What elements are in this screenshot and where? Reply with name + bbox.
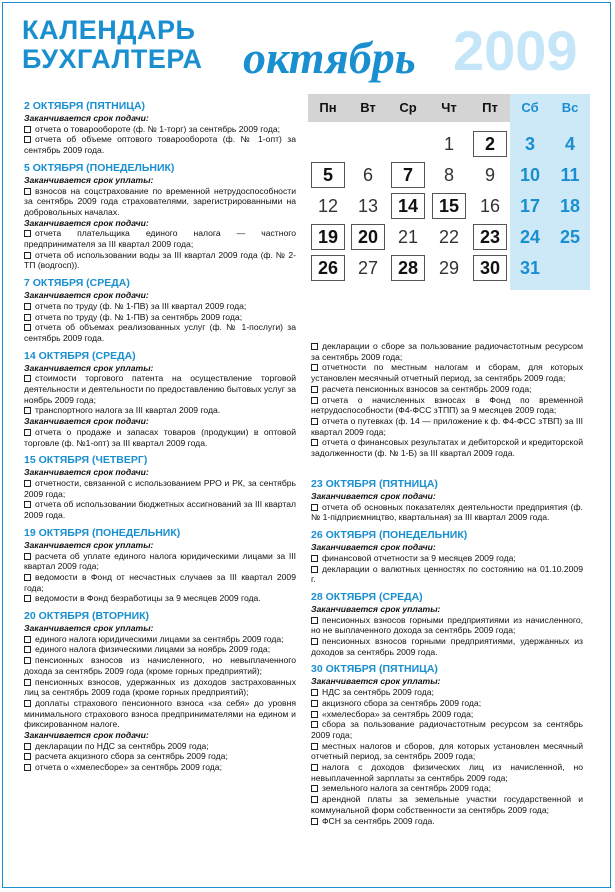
checkbox-icon: [24, 230, 31, 237]
checkbox-icon: [311, 566, 318, 573]
checkbox-icon: [24, 429, 31, 436]
section-heading: 23 ОКТЯБРЯ (ПЯТНИЦА): [311, 478, 438, 490]
deadline-item: [311, 384, 583, 395]
weekday-header: Ср: [399, 100, 417, 115]
right-column-continued: [311, 341, 583, 459]
deadline-item: [311, 362, 583, 383]
deadline-item: [24, 644, 296, 655]
item-text: пенсионных взносов горными предприятиями, удержанных из доходов за сентябрь 2009 года.: [311, 636, 583, 657]
deadline-item: [24, 762, 296, 773]
item-text: отчета об объемах реализованных услуг (ф. № 1-послуги) за сентябрь 2009 года.: [24, 322, 296, 343]
deadline-item: [311, 564, 583, 585]
checkbox-icon: [24, 501, 31, 508]
section-heading: 28 ОКТЯБРЯ (СРЕДА): [311, 590, 423, 603]
item-text: НДС за сентябрь 2009 года;: [322, 687, 434, 698]
calendar-day: 13: [357, 196, 379, 216]
item-text: сбора за пользование радиочастотным ресурсом за сентябрь 2009 года;: [311, 719, 583, 740]
deadline-item: [311, 719, 583, 740]
deadline-section: [311, 477, 583, 523]
deadline-item: [24, 551, 296, 572]
deadline-section: [24, 526, 296, 604]
left-column: [24, 99, 296, 778]
item-text: ведомости в Фонд безработицы за 9 месяцев 2009 года.: [35, 593, 261, 604]
section-subheading: Заканчивается срок уплаты:: [311, 676, 441, 687]
section-subheading: Заканчивается срок подачи:: [24, 217, 149, 228]
item-text: ведомости в Фонд от несчастных случаев за III квартал 2009 года;: [24, 571, 296, 593]
right-column: [311, 477, 583, 831]
section-subheading: Заканчивается срок уплаты:: [24, 539, 154, 550]
deadline-item: [24, 698, 296, 730]
deadline-item: [311, 698, 583, 709]
section-heading: 19 ОКТЯБРЯ (ПОНЕДЕЛЬНИК): [24, 526, 181, 539]
deadline-item: [24, 134, 296, 155]
item-text: отчета о финансовых результатах и дебиторской и кредиторской задолженности (ф. № 1-Б) за III квартал 2009 года.: [311, 437, 583, 459]
section-subheading: Заканчивается срок уплаты:: [24, 362, 154, 373]
deadline-item: [311, 794, 583, 815]
deadline-item: [24, 655, 296, 676]
checkbox-icon: [24, 375, 31, 382]
checkbox-icon: [24, 480, 31, 487]
checkbox-icon: [24, 679, 31, 686]
deadline-item: [24, 478, 296, 499]
item-text: налога с доходов физических лиц из начисленной, но невыплаченной зарплаты за сентябрь 2009 года;: [311, 762, 583, 783]
item-text: отчетности по местным налогам и сборам, для которых установлен месячный отчетный период, за сентябрь 2009 года;: [311, 362, 583, 384]
section-heading: 30 ОКТЯБРЯ (ПЯТНИЦА): [311, 663, 438, 676]
item-text: отчета об использовании бюджетных ассигнований за III квартал 2009 года.: [24, 499, 296, 521]
item-text: декларации по НДС за сентябрь 2009 года;: [35, 740, 209, 751]
item-text: отчета о «хмелесборе» за сентябрь 2009 года;: [35, 762, 222, 773]
deadline-item: [24, 322, 296, 343]
deadline-item: [24, 228, 296, 249]
deadline-day: 15: [432, 193, 466, 219]
item-text: отчета об основных показателях деятельности предприятия (ф. № 1-підприємництво, квартальная) за III квартал 2009 года.: [311, 501, 583, 523]
calendar-day: 24: [519, 227, 541, 247]
section-subheading: Заканчивается срок уплаты:: [24, 623, 154, 634]
calendar-day: 17: [519, 196, 541, 216]
calendar-day: 1: [443, 134, 454, 154]
page-title: [22, 16, 203, 74]
deadline-item: [311, 416, 583, 437]
checkbox-icon: [311, 364, 318, 371]
item-text: ФСН за сентябрь 2009 года.: [322, 815, 435, 826]
item-text: акцизного сбора за сентябрь 2009 года;: [322, 697, 482, 708]
deadline-section: [24, 161, 296, 271]
item-text: отчета об объеме оптового товарооборота (ф. № 1-опт) за сентябрь 2009 года.: [24, 134, 296, 156]
deadline-item: [311, 553, 583, 564]
weekday-header: Сб: [510, 94, 550, 122]
checkbox-icon: [311, 617, 318, 624]
calendar-day: 31: [519, 258, 541, 278]
checkbox-icon: [24, 636, 31, 643]
calendar-day: 18: [559, 196, 581, 216]
checkbox-icon: [311, 439, 318, 446]
month-title: октябрь: [243, 32, 416, 83]
deadline-day: 19: [311, 224, 345, 250]
item-text: единого налога физическими лицами за ноябрь 2009 года;: [35, 644, 271, 655]
deadline-item: [311, 395, 583, 416]
item-text: отчета о товарообороте (ф. № 1-торг) за сентябрь 2009 года;: [35, 123, 281, 134]
calendar-day: 16: [479, 196, 501, 216]
checkbox-icon: [311, 555, 318, 562]
item-text: транспортного налога за III квартал 2009 года.: [35, 405, 221, 416]
checkbox-icon: [24, 657, 31, 664]
item-text: пенсионных взносов, удержанных из доходов застрахованных лиц за сентябрь 2009 года (кроме горных предприятий);: [24, 676, 296, 698]
deadline-item: [24, 741, 296, 752]
item-text: отчета по труду (ф. № 1-ПВ) за III квартал 2009 года;: [35, 300, 247, 311]
section-subheading: Заканчивается срок подачи:: [24, 467, 149, 478]
section-subheading: Заканчивается срок подачи:: [24, 290, 149, 301]
deadline-day: 23: [473, 224, 507, 250]
deadline-item: [311, 687, 583, 698]
deadline-section: [311, 528, 583, 585]
section-subheading: Заканчивается срок подачи:: [311, 542, 436, 553]
deadline-section: [311, 662, 583, 826]
weekday-header: Вс: [550, 94, 590, 122]
deadline-day: 28: [391, 255, 425, 281]
deadline-section: [24, 276, 296, 344]
deadline-section: [24, 453, 296, 521]
deadline-item: [24, 373, 296, 405]
checkbox-icon: [24, 126, 31, 133]
deadline-item: [24, 124, 296, 135]
calendar-day: 3: [524, 134, 535, 154]
checkbox-icon: [311, 818, 318, 825]
deadline-item: [24, 186, 296, 218]
deadline-section: [24, 349, 296, 449]
section-heading: 7 ОКТЯБРЯ (СРЕДА): [24, 277, 130, 290]
deadline-item: [24, 677, 296, 698]
section-subheading: Заканчивается срок уплаты:: [24, 174, 154, 185]
section-subheading: Заканчивается срок подачи:: [24, 113, 149, 123]
section-subheading: Заканчивается срок подачи:: [24, 730, 149, 741]
checkbox-icon: [311, 743, 318, 750]
deadline-item: [24, 312, 296, 323]
deadline-day: 26: [311, 255, 345, 281]
checkbox-icon: [311, 386, 318, 393]
calendar-day: 10: [519, 165, 541, 185]
checkbox-icon: [24, 303, 31, 310]
deadline-item: [24, 427, 296, 448]
calendar-day: 12: [317, 196, 339, 216]
checkbox-icon: [24, 646, 31, 653]
item-text: отчета плательщика единого налога — частного предпринимателя за III квартал 2009 года;: [24, 228, 296, 250]
deadline-day: 7: [391, 162, 425, 188]
deadline-day: 14: [391, 193, 425, 219]
item-text: расчета пенсионных взносов за сентябрь 2009 года;: [322, 383, 532, 394]
calendar-day: 25: [559, 227, 581, 247]
deadline-section: [311, 590, 583, 658]
checkbox-icon: [311, 764, 318, 771]
item-text: единого налога юридическими лицами за сентябрь 2009 года;: [35, 633, 284, 644]
checkbox-icon: [311, 721, 318, 728]
item-text: отчета по труду (ф. № 1-ПВ) за сентябрь 2009 года;: [35, 311, 243, 322]
checkbox-icon: [24, 252, 31, 259]
checkbox-icon: [311, 700, 318, 707]
deadline-item: [311, 709, 583, 720]
deadline-item: [24, 593, 296, 604]
checkbox-icon: [24, 188, 31, 195]
item-text: доплаты страхового пенсионного взноса «за себя» до уровня минимального страхового взноса предпринимателями на едином и фиксированном налоге.: [24, 697, 296, 730]
calendar-day: 4: [564, 134, 575, 154]
checkbox-icon: [311, 785, 318, 792]
checkbox-icon: [311, 638, 318, 645]
weekday-header: Вт: [360, 100, 376, 115]
deadline-section: [24, 99, 296, 156]
item-text: пенсионных взносов из начисленного, но невыплаченного дохода за сентябрь 2009 года (кроме горных предприятий);: [24, 655, 296, 676]
deadline-item: [311, 502, 583, 523]
section-heading: 2 ОКТЯБРЯ (ПЯТНИЦА): [24, 100, 146, 112]
calendar-day: 11: [560, 165, 580, 185]
checkbox-icon: [24, 314, 31, 321]
item-text: декларации о валютных ценностях по состоянию на 01.10.2009 г.: [311, 563, 583, 585]
title-line-1: КАЛЕНДАРЬ: [22, 15, 196, 45]
section-heading: 14 ОКТЯБРЯ (СРЕДА): [24, 349, 136, 362]
item-text: земельного налога за сентябрь 2009 года;: [322, 783, 491, 794]
deadline-item: [311, 636, 583, 657]
deadline-item: [24, 250, 296, 271]
deadline-day: 30: [473, 255, 507, 281]
deadline-item: [311, 816, 583, 827]
calendar-day: 21: [397, 227, 419, 247]
item-text: отчета об использовании воды за III квартал 2009 года (ф. № 2-ТП (водгосп)).: [24, 249, 296, 271]
checkbox-icon: [24, 136, 31, 143]
deadline-item: [311, 762, 583, 783]
item-text: отчета о начисленных взносах в Фонд по временной нетрудоспособности (Ф4-ФСС зТПП) за 9 месяцев 2009 года;: [311, 394, 583, 416]
checkbox-icon: [24, 595, 31, 602]
deadline-item: [24, 499, 296, 520]
deadline-item: [24, 301, 296, 312]
section-heading: 15 ОКТЯБРЯ (ЧЕТВЕРГ): [24, 454, 148, 467]
checkbox-icon: [24, 574, 31, 581]
item-text: декларации о сборе за пользование радиочастотным ресурсом за сентябрь 2009 года;: [311, 341, 583, 362]
checkbox-icon: [24, 700, 31, 707]
checkbox-icon: [311, 343, 318, 350]
deadline-day: 5: [311, 162, 345, 188]
item-text: «хмелесбора» за сентябрь 2009 года;: [322, 708, 474, 719]
weekday-header: Пт: [482, 100, 498, 115]
checkbox-icon: [311, 418, 318, 425]
weekday-header: Пн: [319, 100, 337, 115]
checkbox-icon: [311, 397, 318, 404]
year-title: 2009: [453, 19, 578, 82]
section-heading: 20 ОКТЯБРЯ (ВТОРНИК): [24, 610, 150, 623]
item-text: отчета о путевках (ф. 14 — приложение к ф. Ф4-ФСС зТВП) за III квартал 2009 года;: [311, 415, 583, 437]
checkbox-icon: [24, 743, 31, 750]
item-text: финансовой отчетности за 9 месяцев 2009 года;: [322, 552, 516, 563]
weekday-header: Чт: [441, 100, 457, 115]
item-text: пенсионных взносов горными предприятиями из начисленного, но не выплаченного дохода за сентябрь 2009 года;: [311, 614, 583, 636]
calendar-day: 8: [443, 165, 454, 185]
title-line-2: БУХГАЛТЕРА: [22, 44, 203, 74]
calendar-day: 29: [438, 258, 460, 278]
checkbox-icon: [311, 796, 318, 803]
checkbox-icon: [311, 711, 318, 718]
deadline-item: [24, 751, 296, 762]
checkbox-icon: [311, 504, 318, 511]
section-heading: 5 ОКТЯБРЯ (ПОНЕДЕЛЬНИК): [24, 161, 175, 174]
deadline-section: [24, 609, 296, 773]
item-text: взносов на соцстрахование по временной нетрудоспособности за сентябрь 2009 года страхователями, зарегистрированными на добровольных началах.: [24, 185, 296, 217]
checkbox-icon: [24, 753, 31, 760]
checkbox-icon: [24, 407, 31, 414]
section-subheading: Заканчивается срок уплаты:: [311, 603, 441, 614]
item-text: отчетности, связанной с использованием РРО и РК, за сентябрь 2009 года;: [24, 477, 296, 499]
section-subheading: Заканчивается срок подачи:: [311, 491, 436, 501]
deadline-item: [311, 341, 583, 362]
deadline-item: [24, 634, 296, 645]
calendar-day: 27: [357, 258, 379, 278]
deadline-day: 20: [351, 224, 385, 250]
deadline-item: [311, 741, 583, 762]
deadline-item: [311, 437, 583, 458]
deadline-day: 2: [473, 131, 507, 157]
calendar-day: 22: [438, 227, 460, 247]
checkbox-icon: [24, 764, 31, 771]
deadline-item: [24, 572, 296, 593]
item-text: местных налогов и сборов, для которых установлен месячный отчетный период, за сентябрь 2009 года;: [311, 740, 583, 762]
calendar-day: 6: [362, 165, 373, 185]
item-text: арендной платы за земельные участки государственной и коммунальной форм собственности за сентябрь 2009 года;: [311, 794, 583, 815]
item-text: отчета о продаже и запасах товаров (продукции) в оптовой торговле (ф. №1-опт) за III квартал 2009 года.: [24, 426, 296, 448]
deadline-item: [311, 615, 583, 636]
checkbox-icon: [24, 324, 31, 331]
item-text: расчета об уплате единого налога юридическими лицами за III квартал 2009 года;: [24, 550, 296, 572]
item-text: стоимости торгового патента на осуществление торговой деятельности и деятельности по предоставлению бытовых услуг за ноябрь 2009 года;: [24, 373, 296, 405]
checkbox-icon: [24, 553, 31, 560]
deadline-item: [24, 405, 296, 416]
checkbox-icon: [311, 689, 318, 696]
deadline-item: [311, 783, 583, 794]
section-heading: 26 ОКТЯБРЯ (ПОНЕДЕЛЬНИК): [311, 529, 468, 542]
section-subheading: Заканчивается срок подачи:: [24, 416, 149, 427]
item-text: расчета акцизного сбора за сентябрь 2009 года;: [35, 751, 228, 762]
calendar-day: 9: [484, 165, 495, 185]
